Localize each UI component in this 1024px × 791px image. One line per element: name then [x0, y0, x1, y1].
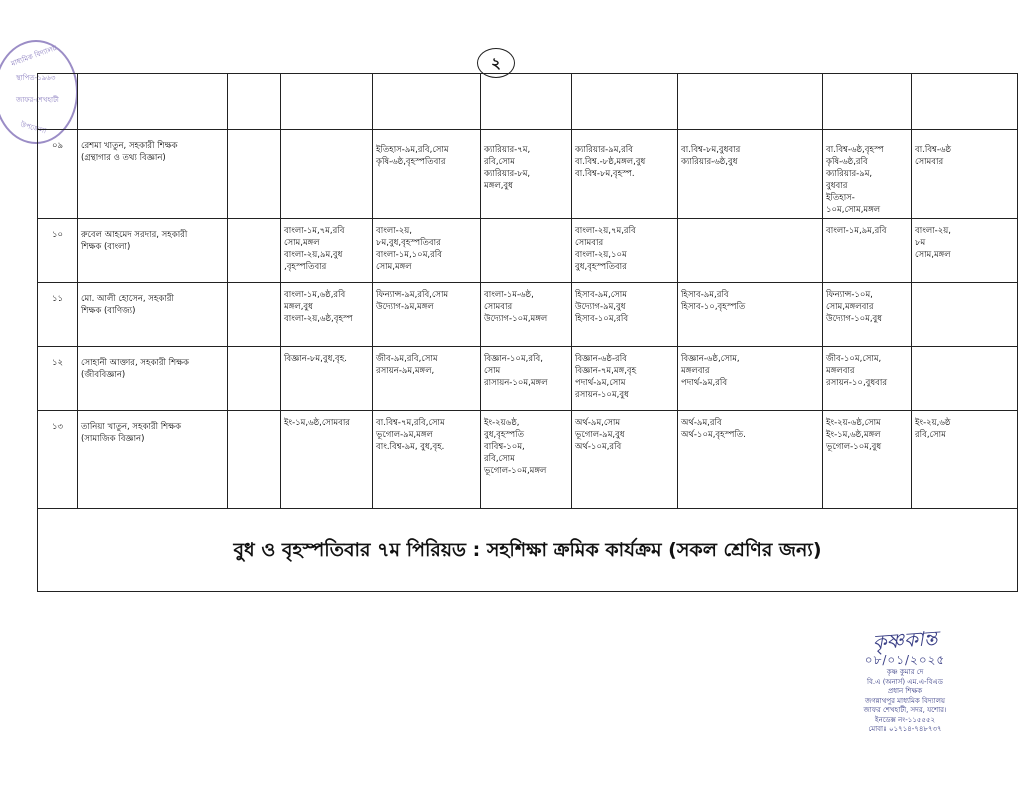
teacher-row: [38, 411, 1018, 509]
teacher-info-line: রেশমা খাতুন, সহকারী শিক্ষক: [81, 141, 178, 151]
teacher-info-line: (সামাজিক বিজ্ঞান): [81, 434, 145, 444]
schedule-entry: ক্যারিয়ার-৬ষ্ঠ,বুধ: [681, 157, 738, 167]
schedule-cell: [678, 219, 823, 283]
schedule-entry: ভূগোল-৯ম,বুধ: [575, 430, 625, 440]
schedule-cell: [373, 347, 481, 411]
schedule-entry: বাংলা-২য়,: [376, 226, 412, 236]
school-name: জগন্নাথপুর মাধ্যমিক বিদ্যালয়: [864, 696, 946, 705]
schedule-entry: উদ্যোগ-১০ম,মঙ্গল: [484, 314, 548, 324]
serial-number: ১০: [38, 219, 78, 283]
schedule-cell: [823, 347, 912, 411]
co-curricular-note: বুধ ও বৃহস্পতিবার ৭ম পিরিয়ড : সহশিক্ষা ক্রমিক কার্যক্রম (সকল শ্রেণির জন্য): [38, 509, 1018, 592]
handwritten-signature: কৃষ্ণকান্ত: [871, 625, 939, 655]
schedule-entry: হিসাব-১০,বৃহস্পতি: [681, 302, 746, 312]
schedule-entry: ভূগোল-১০ম,মঙ্গল: [484, 466, 547, 476]
teacher-cell: [78, 130, 228, 219]
schedule-entry: মঙ্গলবার: [681, 366, 710, 376]
schedule-entry: জীব-৯ম,রবি,সোম: [376, 354, 438, 364]
schedule-entry: সোম,মঙ্গল: [376, 262, 412, 272]
schedule-entry: রবি,সোম: [484, 157, 515, 167]
teacher-row: [38, 347, 1018, 411]
serial-number: ১৩: [38, 411, 78, 509]
teacher-info-line: মো. আলী হোসেন, সহকারী: [81, 294, 174, 304]
serial-number: ১২: [38, 347, 78, 411]
schedule-entry: মঙ্গল,বুধ: [284, 302, 313, 312]
schedule-entry: ক্যারিয়ার-৮ম,: [484, 169, 531, 179]
schedule-cell: [823, 130, 912, 219]
schedule-entry: হিসাব-১০ম,রবি: [575, 314, 629, 324]
schedule-entry: কৃষি-৬ষ্ঠ,বৃহস্পতিবার: [376, 157, 446, 167]
schedule-entry: ১০ম,সোম,মঙ্গল: [826, 205, 881, 215]
schedule-cell: [281, 219, 373, 283]
schedule-cell: [572, 219, 678, 283]
schedule-entry: ইং-১ম,৬ষ্ঠ,সোমবার: [284, 418, 350, 428]
schedule-entry: রবি,সোম: [915, 430, 946, 440]
schedule-entry: ভূগোল-১০ম,বুধ: [826, 442, 882, 452]
schedule-entry: বাংলা-১ম-৬ষ্ঠ,: [484, 290, 534, 300]
schedule-entry: উদ্যোগ-৯ম,মঙ্গল: [376, 302, 434, 312]
schedule-entry: বাংলা-১ম,৭ম,রবি: [284, 226, 345, 236]
schedule-entry: বাংলা-২য়,: [915, 226, 951, 236]
schedule-entry: বুধ,বৃহস্পতিবার: [575, 262, 627, 272]
schedule-entry: ইং-২য়৬ষ্ঠ,: [484, 418, 520, 428]
schedule-cell: [228, 130, 281, 219]
schedule-entry: ইং-২য়-৬ষ্ঠ,সোম: [826, 418, 881, 428]
school-address: জাফর শেখহাটী, সদর, যশোর।: [863, 706, 947, 714]
co-curricular-note-row: [38, 509, 1018, 592]
schedule-cell: [228, 283, 281, 347]
schedule-entry: বা.বিশ্ব.-৮ষ্ঠ,মঙ্গল,বুধ: [575, 157, 646, 167]
schedule-entry: অর্থ-১০ম,বৃহস্পতি.: [681, 430, 746, 440]
schedule-cell: [823, 283, 912, 347]
schedule-entry: ফিন্যান্স-৯ম,রবি,সোম: [376, 290, 449, 300]
schedule-entry: বাংলা-২য়,৬ষ্ঠ,বৃহস্প: [284, 314, 353, 324]
stamp-text: মাধ্যমিক বিদ্যালয়: [10, 44, 58, 68]
teacher-info-line: (জীববিজ্ঞান): [81, 370, 126, 380]
blank-row: [38, 74, 1018, 130]
schedule-entry: রাসায়ন-১০ম,মঙ্গল: [484, 378, 548, 388]
schedule-cell: [678, 130, 823, 219]
schedule-cell: [572, 411, 678, 509]
schedule-entry: ইতিহাস-: [826, 193, 855, 203]
stamp-text: স্থাপিত-১৯৬৩: [16, 74, 56, 82]
schedule-entry: বা.বিশ্ব-৭ম,রবি,সোম: [376, 418, 445, 428]
schedule-cell: [281, 130, 373, 219]
schedule-cell: [678, 347, 823, 411]
schedule-entry: বাবিশ্ব-১০ম,: [484, 442, 525, 452]
schedule-cell: [228, 219, 281, 283]
teacher-info-line: তানিয়া খাতুন, সহকারী শিক্ষক: [81, 422, 182, 432]
schedule-entry: ইতিহাস-৯ম,রবি,সোম: [376, 145, 449, 155]
signature-date: ০৮/০১/২০২৫: [864, 653, 946, 667]
schedule-cell: [228, 411, 281, 509]
schedule-entry: বা.বিশ্ব-৬ষ্ঠ,বৃহস্প: [826, 145, 884, 155]
schedule-entry: অর্থ-১০ম,রবি: [575, 442, 622, 452]
schedule-entry: পদার্থ-৯ম,সোম: [575, 378, 626, 388]
schedule-entry: উদ্যোগ-১০ম,বুধ: [826, 314, 883, 324]
schedule-entry: সোমবার: [915, 157, 944, 167]
schedule-entry: বাং.বিশ্ব-৯ম, বুধ,বৃহ.: [376, 442, 445, 452]
schedule-entry: বাংলা-২য়,৭ম,রবি: [575, 226, 636, 236]
schedule-entry: রবি,সোম: [484, 454, 515, 464]
schedule-entry: বিজ্ঞান-৮ম,বুধ,বৃহ.: [284, 354, 347, 364]
class-routine-table: [37, 73, 1018, 592]
teacher-cell: [78, 219, 228, 283]
schedule-entry: বাংলা-২য়,১০ম: [575, 250, 627, 260]
schedule-entry: জীব-১০ম,সোম,: [826, 354, 882, 364]
teacher-info-line: শিক্ষক (বাণিজ্য): [81, 306, 136, 316]
schedule-entry: ইং-২য়,৬ষ্ঠ: [915, 418, 951, 428]
schedule-entry: ক্যারিয়ার-৯ম,: [826, 169, 873, 179]
schedule-entry: উদ্যোগ-৯ম,বুধ: [575, 302, 626, 312]
teacher-info-line: শিক্ষক (বাংলা): [81, 242, 131, 252]
schedule-entry: ৮ম: [915, 238, 926, 248]
schedule-cell: [823, 219, 912, 283]
schedule-cell: [912, 130, 1018, 219]
stamp-text: উপজেলা: [19, 120, 48, 136]
schedule-entry: হিসাব-৯ম,সোম: [575, 290, 627, 300]
serial-number: ০৯: [38, 130, 78, 219]
schedule-cell: [373, 283, 481, 347]
schedule-cell: [481, 219, 572, 283]
schedule-entry: ফিন্যান্স-১০ম,: [826, 290, 873, 300]
serial-number: ১১: [38, 283, 78, 347]
schedule-cell: [373, 219, 481, 283]
schedule-entry: বাংলা-২য়,৯ম,বুধ: [284, 250, 343, 260]
schedule-cell: [912, 347, 1018, 411]
schedule-cell: [912, 411, 1018, 509]
schedule-cell: [228, 347, 281, 411]
teacher-cell: [78, 411, 228, 509]
schedule-entry: হিসাব-৯ম,রবি: [681, 290, 729, 300]
schedule-cell: [481, 411, 572, 509]
stamp-text: জাফর-শেখহাটী: [16, 96, 59, 104]
schedule-entry: রসায়ন-১০ম,বুধ: [575, 390, 629, 400]
schedule-cell: [373, 411, 481, 509]
teacher-info-line: রুবেল আহমেদ সরদার, সহকারী: [81, 230, 188, 240]
schedule-entry: মঙ্গলবার: [826, 366, 855, 376]
schedule-cell: [678, 283, 823, 347]
teacher-row: [38, 219, 1018, 283]
signer-name: কৃষ্ণ কুমার দে: [886, 668, 924, 676]
schedule-entry: ক্যারিয়ার-৯ম,রবি: [575, 145, 633, 155]
schedule-cell: [912, 283, 1018, 347]
teacher-row: [38, 130, 1018, 219]
schedule-entry: পদার্থ-৯ম,রবি: [681, 378, 728, 388]
schedule-entry: বিজ্ঞান-১০ম,রবি,: [484, 354, 543, 364]
schedule-cell: [572, 283, 678, 347]
schedule-cell: [572, 130, 678, 219]
schedule-entry: মঙ্গল,বুধ: [484, 181, 513, 191]
schedule-entry: কৃষি-৬ষ্ঠ,রবি: [826, 157, 868, 167]
schedule-cell: [678, 411, 823, 509]
page-number: ২: [477, 48, 515, 78]
schedule-cell: [912, 219, 1018, 283]
schedule-entry: সোমবার: [484, 302, 513, 312]
schedule-cell: [281, 411, 373, 509]
schedule-entry: অর্থ-৯ম,রবি: [681, 418, 722, 428]
schedule-entry: রসায়ন-৯ম,মঙ্গল,: [376, 366, 435, 376]
schedule-cell: [281, 283, 373, 347]
teacher-cell: [78, 283, 228, 347]
schedule-entry: বা.বিশ্ব-৬ষ্ঠ: [915, 145, 952, 155]
schedule-entry: বাংলা-১ম,৯ম,রবি: [826, 226, 887, 236]
schedule-entry: বুধবার: [826, 181, 848, 191]
schedule-cell: [572, 347, 678, 411]
schedule-entry: বাংলা-১ম,৬ষ্ঠ,রবি: [284, 290, 346, 300]
teacher-row: [38, 283, 1018, 347]
teacher-info-line: (গ্রন্থাগার ও তথ্য বিজ্ঞান): [81, 153, 166, 163]
schedule-cell: [823, 411, 912, 509]
signer-mobile: মোবাঃ ০১৭১৪-৭৪৮৭৩৭: [868, 725, 942, 733]
signer-designation: প্রধান শিক্ষক: [887, 687, 923, 695]
schedule-cell: [373, 130, 481, 219]
schedule-entry: বা.বিশ্ব-৮ম,বৃহস্প.: [575, 169, 635, 179]
schedule-entry: সোম,মঙ্গলবার: [826, 302, 874, 312]
schedule-entry: বিজ্ঞান-৬ষ্ঠ,সোম,: [681, 354, 740, 364]
schedule-cell: [481, 130, 572, 219]
schedule-cell: [281, 347, 373, 411]
schedule-entry: বিজ্ঞান-৭ম,মঙ্গ,বৃহ: [575, 366, 637, 376]
signer-degree: বি.এ (অনার্স) এম.এ-বিএড: [867, 677, 943, 686]
headmaster-signature-block: [815, 625, 995, 735]
schedule-entry: ,বৃহস্পতিবার: [284, 262, 327, 272]
schedule-cell: [481, 283, 572, 347]
schedule-entry: সোম,মঙ্গল: [915, 250, 951, 260]
schedule-entry: রসায়ন-১০,বুধবার: [826, 378, 888, 388]
schedule-entry: ৮ম,বুধ,বৃহস্পতিবার: [376, 238, 441, 248]
schedule-entry: ক্যারিয়ার-৭ম,: [484, 145, 531, 155]
school-index: ইনডেক্স নং-১১৫৫৫২: [874, 715, 936, 724]
schedule-cell: [481, 347, 572, 411]
schedule-entry: বা.বিশ্ব-৮ম,বুধবার: [681, 145, 741, 155]
schedule-entry: বুধ,বৃহস্পতি: [484, 430, 524, 440]
schedule-entry: বিজ্ঞান-৬ষ্ঠ-রবি: [575, 354, 627, 364]
schedule-entry: সোম,মঙ্গল: [284, 238, 320, 248]
schedule-entry: ভূগোল-৯ম,মঙ্গল: [376, 430, 433, 440]
schedule-entry: বাংলা-১ম,১০ম,রবি: [376, 250, 442, 260]
teacher-cell: [78, 347, 228, 411]
teacher-info-line: সোহানী আক্তার, সহকারী শিক্ষক: [81, 358, 189, 368]
schedule-entry: ইং-১ম,৬ষ্ঠ,মঙ্গল: [826, 430, 881, 440]
schedule-entry: অর্থ-৯ম,সোম: [575, 418, 621, 428]
schedule-entry: সোমবার: [575, 238, 604, 248]
schedule-entry: সোম: [484, 366, 501, 376]
